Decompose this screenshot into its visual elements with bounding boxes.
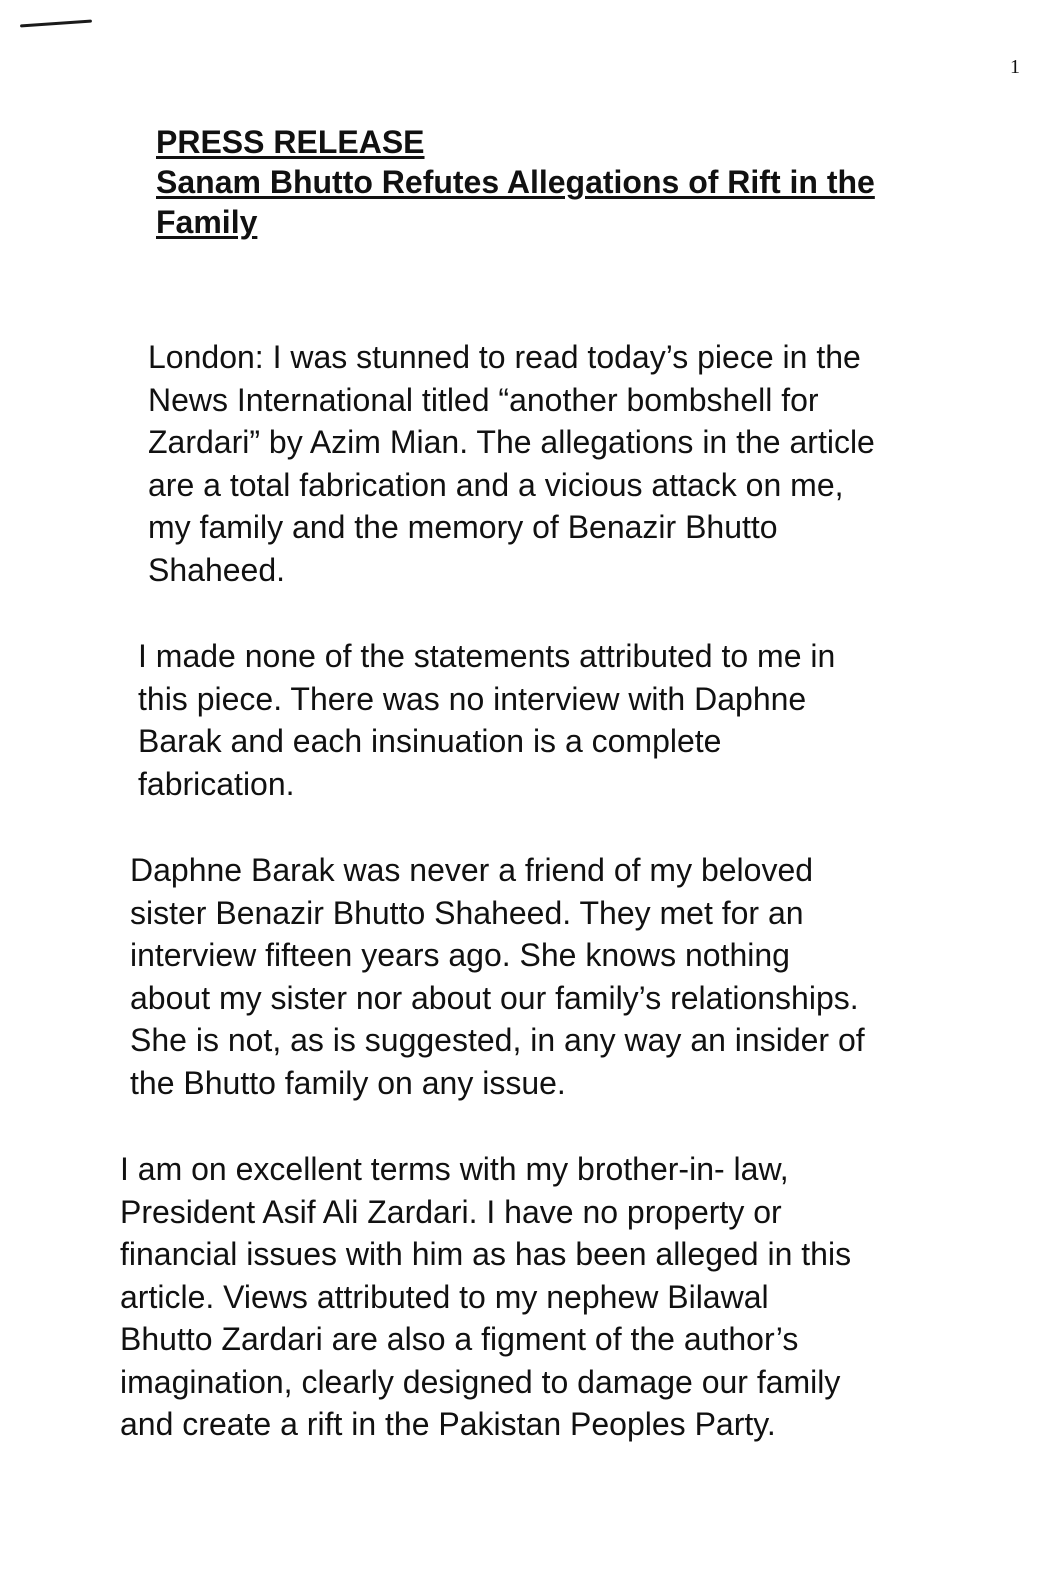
- paragraph-line: Barak and each insinuation is a complete: [138, 723, 722, 759]
- paragraph-line: about my sister nor about our family’s relationships.: [130, 979, 859, 1016]
- paragraph-line: imagination, clearly designed to damage our family: [120, 1363, 841, 1400]
- paragraph-line: Bhutto Zardari are also a figment of the author’s: [120, 1321, 799, 1357]
- paragraph-line: are a total fabrication and a vicious attack on me,: [148, 466, 844, 503]
- paragraph-line: I am on excellent terms with my brother-in- law,: [120, 1151, 789, 1187]
- paragraph-line: President Asif Ali Zardari. I have no property or: [120, 1193, 782, 1230]
- scan-pen-mark: [20, 19, 92, 27]
- paragraph-line: Daphne Barak was never a friend of my beloved: [130, 852, 814, 888]
- paragraph-line: article. Views attributed to my nephew Bilawal: [120, 1278, 769, 1315]
- paragraph-line: this piece. There was no interview with Daphne: [138, 680, 807, 717]
- paragraph-zardari-relations: [120, 1148, 1010, 1446]
- headline-line: Family: [156, 204, 258, 240]
- paragraph-line: News International titled “another bombshell for: [148, 381, 819, 418]
- paragraph-line: I made none of the statements attributed to me in: [138, 638, 836, 674]
- paragraph-no-interview: [138, 635, 1010, 805]
- paragraph-daphne-barak: [130, 849, 1010, 1104]
- paragraph-line: Zardari” by Azim Mian. The allegations in the article: [148, 424, 875, 460]
- paragraph-line: the Bhutto family on any issue.: [130, 1064, 566, 1101]
- paragraph-line: interview fifteen years ago. She knows nothing: [130, 937, 790, 973]
- paragraph-line: Shaheed.: [148, 551, 286, 588]
- paragraph-london-statement: [148, 336, 1010, 591]
- document-header: [156, 122, 1016, 242]
- document-body: [120, 336, 1010, 1490]
- paragraph-line: London: I was stunned to read today’s piece in the: [148, 339, 861, 375]
- press-release-title: PRESS RELEASE: [156, 124, 425, 160]
- paragraph-line: financial issues with him as has been alleged in this: [120, 1236, 852, 1272]
- paragraph-line: She is not, as is suggested, in any way an insider of: [130, 1022, 865, 1058]
- paragraph-line: my family and the memory of Benazir Bhutto: [148, 509, 778, 545]
- headline-line: Sanam Bhutto Refutes Allegations of Rift in the: [156, 164, 875, 200]
- paragraph-line: sister Benazir Bhutto Shaheed. They met for an: [130, 894, 804, 931]
- page-number: 1: [1010, 56, 1020, 78]
- paragraph-line: fabrication.: [138, 765, 295, 802]
- paragraph-line: and create a rift in the Pakistan Peoples Party.: [120, 1406, 776, 1442]
